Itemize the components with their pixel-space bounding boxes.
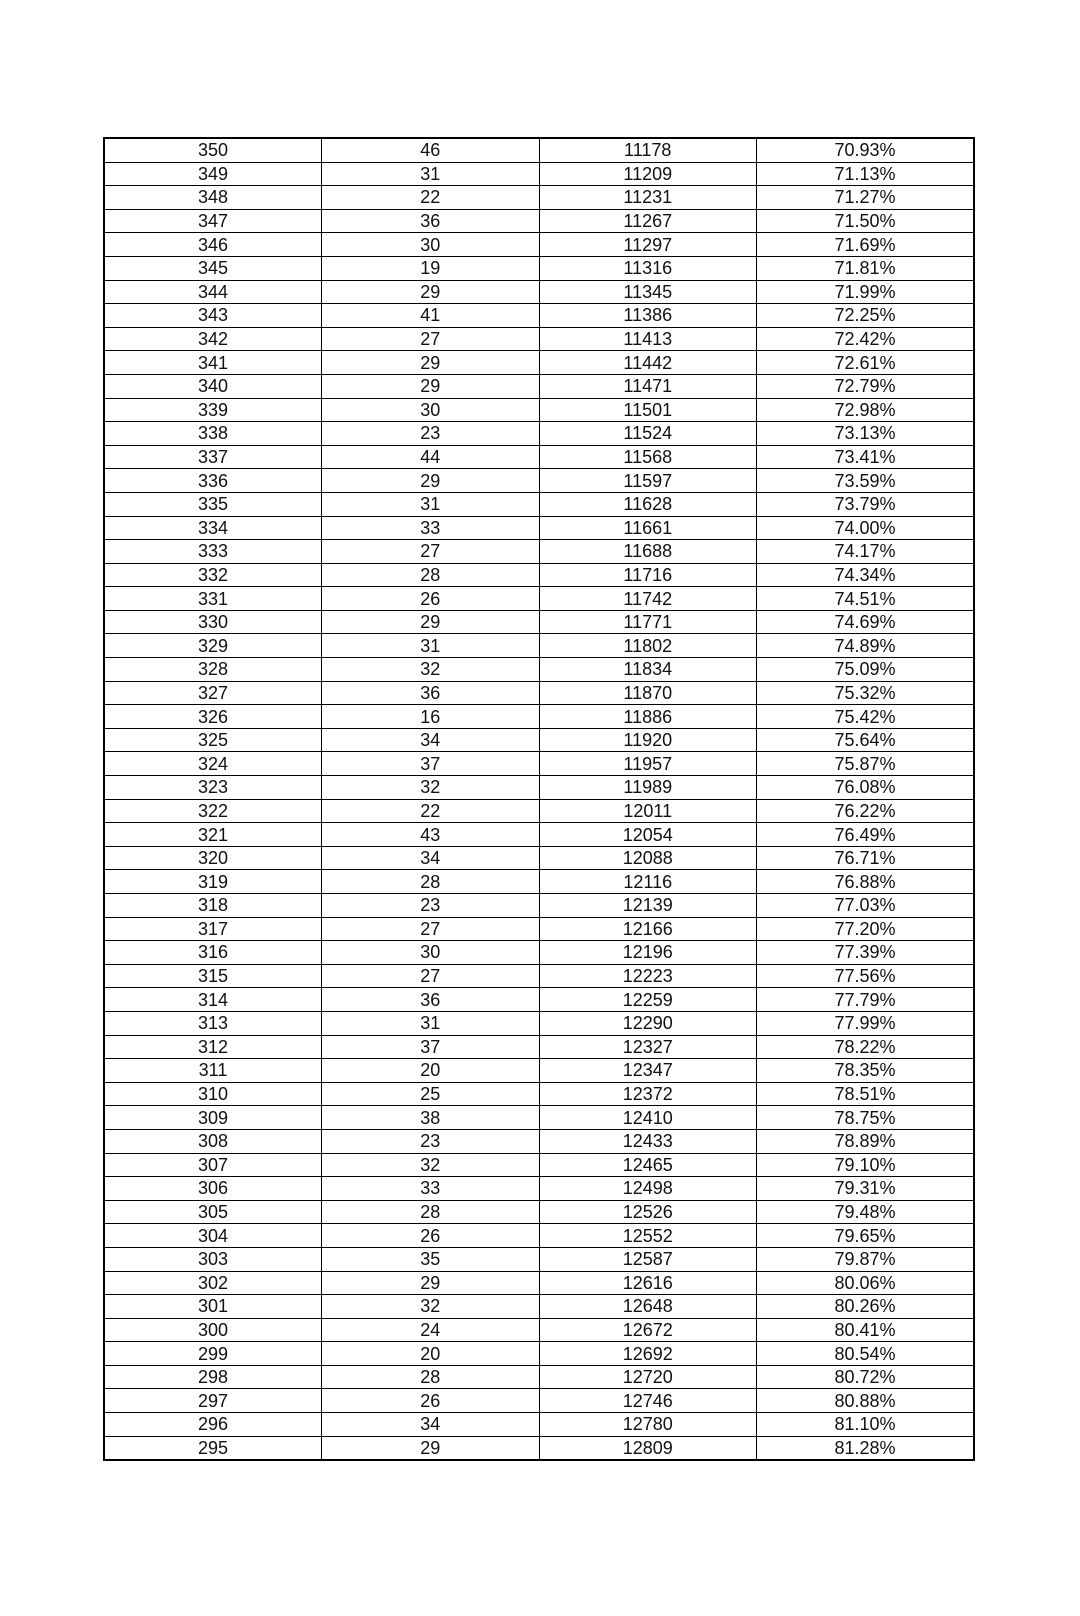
cumulative-percent-cell: 80.72%	[757, 1365, 975, 1389]
count-cell: 29	[322, 469, 540, 493]
cumulative-percent-cell: 72.79%	[757, 374, 975, 398]
table-row	[104, 776, 974, 800]
cumulative-count-cell: 11501	[539, 398, 757, 422]
score-cell: 295	[104, 1436, 322, 1460]
score-cell: 334	[104, 516, 322, 540]
count-cell: 31	[322, 634, 540, 658]
count-cell: 23	[322, 894, 540, 918]
count-cell: 20	[322, 1342, 540, 1366]
cumulative-percent-cell: 79.87%	[757, 1247, 975, 1271]
score-cell: 333	[104, 540, 322, 564]
score-cell: 335	[104, 492, 322, 516]
count-cell: 22	[322, 186, 540, 210]
cumulative-count-cell: 11989	[539, 776, 757, 800]
score-cell: 350	[104, 138, 322, 162]
cumulative-percent-cell: 72.61%	[757, 351, 975, 375]
cumulative-count-cell: 11178	[539, 138, 757, 162]
count-cell: 34	[322, 1413, 540, 1437]
cumulative-count-cell: 12672	[539, 1318, 757, 1342]
score-cell: 340	[104, 374, 322, 398]
table-row	[104, 705, 974, 729]
cumulative-count-cell: 12746	[539, 1389, 757, 1413]
score-cell: 323	[104, 776, 322, 800]
table-row	[104, 681, 974, 705]
count-cell: 31	[322, 162, 540, 186]
table-row	[104, 988, 974, 1012]
count-cell: 41	[322, 304, 540, 328]
count-cell: 29	[322, 280, 540, 304]
cumulative-count-cell: 12552	[539, 1224, 757, 1248]
score-cell: 308	[104, 1129, 322, 1153]
cumulative-percent-cell: 78.89%	[757, 1129, 975, 1153]
table-row	[104, 941, 974, 965]
count-cell: 20	[322, 1059, 540, 1083]
score-cell: 341	[104, 351, 322, 375]
table-row	[104, 1271, 974, 1295]
cumulative-count-cell: 12223	[539, 964, 757, 988]
table-row	[104, 1436, 974, 1460]
cumulative-percent-cell: 76.22%	[757, 799, 975, 823]
count-cell: 29	[322, 1271, 540, 1295]
cumulative-percent-cell: 72.98%	[757, 398, 975, 422]
cumulative-count-cell: 11920	[539, 728, 757, 752]
cumulative-percent-cell: 77.56%	[757, 964, 975, 988]
score-cell: 320	[104, 846, 322, 870]
cumulative-count-cell: 11834	[539, 658, 757, 682]
cumulative-count-cell: 11802	[539, 634, 757, 658]
table-row	[104, 587, 974, 611]
cumulative-percent-cell: 75.42%	[757, 705, 975, 729]
table-row	[104, 894, 974, 918]
score-cell: 317	[104, 917, 322, 941]
table-row	[104, 1106, 974, 1130]
score-cell: 309	[104, 1106, 322, 1130]
count-cell: 33	[322, 1177, 540, 1201]
cumulative-count-cell: 11267	[539, 209, 757, 233]
cumulative-percent-cell: 70.93%	[757, 138, 975, 162]
cumulative-percent-cell: 81.10%	[757, 1413, 975, 1437]
cumulative-percent-cell: 80.26%	[757, 1295, 975, 1319]
cumulative-percent-cell: 72.25%	[757, 304, 975, 328]
table-row	[104, 256, 974, 280]
cumulative-count-cell: 12648	[539, 1295, 757, 1319]
table-row	[104, 233, 974, 257]
table-row	[104, 327, 974, 351]
score-distribution-table	[103, 137, 975, 1461]
table-row	[104, 304, 974, 328]
count-cell: 23	[322, 422, 540, 446]
cumulative-count-cell: 11771	[539, 610, 757, 634]
table-row	[104, 1177, 974, 1201]
cumulative-count-cell: 11870	[539, 681, 757, 705]
score-cell: 313	[104, 1011, 322, 1035]
cumulative-count-cell: 11345	[539, 280, 757, 304]
count-cell: 37	[322, 752, 540, 776]
score-cell: 297	[104, 1389, 322, 1413]
count-cell: 27	[322, 917, 540, 941]
count-cell: 29	[322, 351, 540, 375]
cumulative-percent-cell: 72.42%	[757, 327, 975, 351]
table-row	[104, 1389, 974, 1413]
count-cell: 30	[322, 233, 540, 257]
score-cell: 331	[104, 587, 322, 611]
count-cell: 27	[322, 327, 540, 351]
cumulative-count-cell: 11742	[539, 587, 757, 611]
table-row	[104, 351, 974, 375]
count-cell: 23	[322, 1129, 540, 1153]
table-row	[104, 658, 974, 682]
score-cell: 336	[104, 469, 322, 493]
table-row	[104, 1059, 974, 1083]
count-cell: 26	[322, 1389, 540, 1413]
score-cell: 307	[104, 1153, 322, 1177]
table-row	[104, 209, 974, 233]
cumulative-percent-cell: 80.54%	[757, 1342, 975, 1366]
count-cell: 26	[322, 587, 540, 611]
count-cell: 43	[322, 823, 540, 847]
table-row	[104, 728, 974, 752]
cumulative-percent-cell: 79.65%	[757, 1224, 975, 1248]
cumulative-percent-cell: 79.31%	[757, 1177, 975, 1201]
score-cell: 304	[104, 1224, 322, 1248]
score-cell: 303	[104, 1247, 322, 1271]
score-cell: 329	[104, 634, 322, 658]
score-cell: 319	[104, 870, 322, 894]
cumulative-percent-cell: 73.59%	[757, 469, 975, 493]
cumulative-percent-cell: 78.22%	[757, 1035, 975, 1059]
count-cell: 32	[322, 1295, 540, 1319]
cumulative-count-cell: 11386	[539, 304, 757, 328]
score-cell: 326	[104, 705, 322, 729]
table-row	[104, 162, 974, 186]
cumulative-percent-cell: 73.79%	[757, 492, 975, 516]
score-cell: 305	[104, 1200, 322, 1224]
score-cell: 318	[104, 894, 322, 918]
score-cell: 327	[104, 681, 322, 705]
cumulative-percent-cell: 77.39%	[757, 941, 975, 965]
cumulative-count-cell: 12498	[539, 1177, 757, 1201]
cumulative-percent-cell: 77.03%	[757, 894, 975, 918]
count-cell: 30	[322, 941, 540, 965]
score-cell: 330	[104, 610, 322, 634]
cumulative-percent-cell: 77.79%	[757, 988, 975, 1012]
cumulative-percent-cell: 79.48%	[757, 1200, 975, 1224]
score-cell: 315	[104, 964, 322, 988]
table-row	[104, 610, 974, 634]
count-cell: 36	[322, 681, 540, 705]
table-row	[104, 1318, 974, 1342]
cumulative-count-cell: 12465	[539, 1153, 757, 1177]
cumulative-count-cell: 12327	[539, 1035, 757, 1059]
count-cell: 28	[322, 1200, 540, 1224]
count-cell: 19	[322, 256, 540, 280]
table-row	[104, 799, 974, 823]
cumulative-count-cell: 12116	[539, 870, 757, 894]
cumulative-count-cell: 11957	[539, 752, 757, 776]
cumulative-count-cell: 11716	[539, 563, 757, 587]
cumulative-count-cell: 12259	[539, 988, 757, 1012]
table-row	[104, 1129, 974, 1153]
score-cell: 345	[104, 256, 322, 280]
count-cell: 31	[322, 1011, 540, 1035]
cumulative-count-cell: 12347	[539, 1059, 757, 1083]
table-row	[104, 1153, 974, 1177]
cumulative-percent-cell: 74.34%	[757, 563, 975, 587]
count-cell: 22	[322, 799, 540, 823]
score-cell: 344	[104, 280, 322, 304]
cumulative-percent-cell: 75.64%	[757, 728, 975, 752]
score-cell: 311	[104, 1059, 322, 1083]
score-cell: 322	[104, 799, 322, 823]
cumulative-percent-cell: 80.88%	[757, 1389, 975, 1413]
count-cell: 38	[322, 1106, 540, 1130]
table-row	[104, 1082, 974, 1106]
score-cell: 299	[104, 1342, 322, 1366]
table-row	[104, 1200, 974, 1224]
count-cell: 28	[322, 870, 540, 894]
table-row	[104, 374, 974, 398]
table-row	[104, 1365, 974, 1389]
cumulative-percent-cell: 78.75%	[757, 1106, 975, 1130]
table-row	[104, 138, 974, 162]
cumulative-percent-cell: 73.13%	[757, 422, 975, 446]
cumulative-percent-cell: 74.51%	[757, 587, 975, 611]
cumulative-percent-cell: 76.71%	[757, 846, 975, 870]
score-cell: 347	[104, 209, 322, 233]
score-cell: 321	[104, 823, 322, 847]
cumulative-percent-cell: 74.17%	[757, 540, 975, 564]
score-cell: 296	[104, 1413, 322, 1437]
count-cell: 25	[322, 1082, 540, 1106]
cumulative-count-cell: 11413	[539, 327, 757, 351]
score-cell: 316	[104, 941, 322, 965]
table-row	[104, 752, 974, 776]
table-row	[104, 870, 974, 894]
count-cell: 29	[322, 1436, 540, 1460]
score-cell: 337	[104, 445, 322, 469]
count-cell: 29	[322, 374, 540, 398]
count-cell: 33	[322, 516, 540, 540]
cumulative-percent-cell: 71.69%	[757, 233, 975, 257]
count-cell: 27	[322, 540, 540, 564]
score-cell: 300	[104, 1318, 322, 1342]
cumulative-percent-cell: 71.81%	[757, 256, 975, 280]
cumulative-percent-cell: 74.69%	[757, 610, 975, 634]
cumulative-percent-cell: 77.20%	[757, 917, 975, 941]
cumulative-count-cell: 11688	[539, 540, 757, 564]
table-row	[104, 516, 974, 540]
count-cell: 34	[322, 728, 540, 752]
table-row	[104, 445, 974, 469]
cumulative-count-cell: 11316	[539, 256, 757, 280]
cumulative-count-cell: 12166	[539, 917, 757, 941]
table-row	[104, 634, 974, 658]
cumulative-percent-cell: 74.00%	[757, 516, 975, 540]
count-cell: 16	[322, 705, 540, 729]
table-row	[104, 964, 974, 988]
cumulative-count-cell: 12720	[539, 1365, 757, 1389]
cumulative-count-cell: 12372	[539, 1082, 757, 1106]
score-cell: 302	[104, 1271, 322, 1295]
count-cell: 34	[322, 846, 540, 870]
table-row	[104, 469, 974, 493]
cumulative-count-cell: 12054	[539, 823, 757, 847]
cumulative-count-cell: 12692	[539, 1342, 757, 1366]
score-cell: 306	[104, 1177, 322, 1201]
table-row	[104, 1342, 974, 1366]
table-row	[104, 823, 974, 847]
cumulative-count-cell: 11524	[539, 422, 757, 446]
table-row	[104, 917, 974, 941]
count-cell: 31	[322, 492, 540, 516]
table-body	[104, 138, 974, 1460]
table-row	[104, 846, 974, 870]
count-cell: 30	[322, 398, 540, 422]
cumulative-percent-cell: 75.87%	[757, 752, 975, 776]
score-cell: 328	[104, 658, 322, 682]
cumulative-percent-cell: 74.89%	[757, 634, 975, 658]
score-cell: 338	[104, 422, 322, 446]
cumulative-count-cell: 12780	[539, 1413, 757, 1437]
cumulative-percent-cell: 71.50%	[757, 209, 975, 233]
cumulative-count-cell: 12616	[539, 1271, 757, 1295]
cumulative-percent-cell: 76.49%	[757, 823, 975, 847]
table-row	[104, 1035, 974, 1059]
cumulative-count-cell: 11568	[539, 445, 757, 469]
count-cell: 29	[322, 610, 540, 634]
cumulative-count-cell: 12587	[539, 1247, 757, 1271]
cumulative-percent-cell: 71.13%	[757, 162, 975, 186]
cumulative-count-cell: 11886	[539, 705, 757, 729]
cumulative-count-cell: 11628	[539, 492, 757, 516]
cumulative-count-cell: 12809	[539, 1436, 757, 1460]
count-cell: 26	[322, 1224, 540, 1248]
score-cell: 332	[104, 563, 322, 587]
cumulative-percent-cell: 75.32%	[757, 681, 975, 705]
score-cell: 325	[104, 728, 322, 752]
cumulative-count-cell: 11209	[539, 162, 757, 186]
count-cell: 32	[322, 658, 540, 682]
score-cell: 312	[104, 1035, 322, 1059]
cumulative-count-cell: 12196	[539, 941, 757, 965]
cumulative-percent-cell: 76.88%	[757, 870, 975, 894]
cumulative-count-cell: 12139	[539, 894, 757, 918]
table-row	[104, 1413, 974, 1437]
cumulative-count-cell: 12088	[539, 846, 757, 870]
cumulative-percent-cell: 81.28%	[757, 1436, 975, 1460]
count-cell: 37	[322, 1035, 540, 1059]
score-cell: 348	[104, 186, 322, 210]
count-cell: 27	[322, 964, 540, 988]
table-row	[104, 398, 974, 422]
count-cell: 46	[322, 138, 540, 162]
cumulative-percent-cell: 80.06%	[757, 1271, 975, 1295]
score-cell: 301	[104, 1295, 322, 1319]
table-row	[104, 1295, 974, 1319]
cumulative-percent-cell: 77.99%	[757, 1011, 975, 1035]
cumulative-percent-cell: 78.35%	[757, 1059, 975, 1083]
cumulative-percent-cell: 71.27%	[757, 186, 975, 210]
table-row	[104, 186, 974, 210]
cumulative-count-cell: 11231	[539, 186, 757, 210]
cumulative-percent-cell: 71.99%	[757, 280, 975, 304]
count-cell: 28	[322, 563, 540, 587]
score-cell: 349	[104, 162, 322, 186]
score-cell: 343	[104, 304, 322, 328]
cumulative-percent-cell: 73.41%	[757, 445, 975, 469]
count-cell: 24	[322, 1318, 540, 1342]
count-cell: 36	[322, 988, 540, 1012]
cumulative-count-cell: 11471	[539, 374, 757, 398]
score-cell: 310	[104, 1082, 322, 1106]
table-row	[104, 1011, 974, 1035]
table-row	[104, 422, 974, 446]
cumulative-percent-cell: 76.08%	[757, 776, 975, 800]
score-cell: 339	[104, 398, 322, 422]
score-cell: 324	[104, 752, 322, 776]
count-cell: 28	[322, 1365, 540, 1389]
cumulative-count-cell: 11661	[539, 516, 757, 540]
cumulative-count-cell: 12433	[539, 1129, 757, 1153]
cumulative-percent-cell: 75.09%	[757, 658, 975, 682]
count-cell: 32	[322, 1153, 540, 1177]
cumulative-count-cell: 11597	[539, 469, 757, 493]
score-cell: 298	[104, 1365, 322, 1389]
score-cell: 314	[104, 988, 322, 1012]
table-row	[104, 1224, 974, 1248]
count-cell: 35	[322, 1247, 540, 1271]
count-cell: 32	[322, 776, 540, 800]
cumulative-percent-cell: 79.10%	[757, 1153, 975, 1177]
count-cell: 36	[322, 209, 540, 233]
cumulative-count-cell: 12011	[539, 799, 757, 823]
table-row	[104, 540, 974, 564]
cumulative-count-cell: 12526	[539, 1200, 757, 1224]
score-cell: 346	[104, 233, 322, 257]
cumulative-count-cell: 12290	[539, 1011, 757, 1035]
cumulative-count-cell: 11442	[539, 351, 757, 375]
cumulative-count-cell: 12410	[539, 1106, 757, 1130]
cumulative-count-cell: 11297	[539, 233, 757, 257]
score-cell: 342	[104, 327, 322, 351]
table-row	[104, 492, 974, 516]
table-row	[104, 563, 974, 587]
cumulative-percent-cell: 80.41%	[757, 1318, 975, 1342]
table-row	[104, 1247, 974, 1271]
table-row	[104, 280, 974, 304]
count-cell: 44	[322, 445, 540, 469]
cumulative-percent-cell: 78.51%	[757, 1082, 975, 1106]
